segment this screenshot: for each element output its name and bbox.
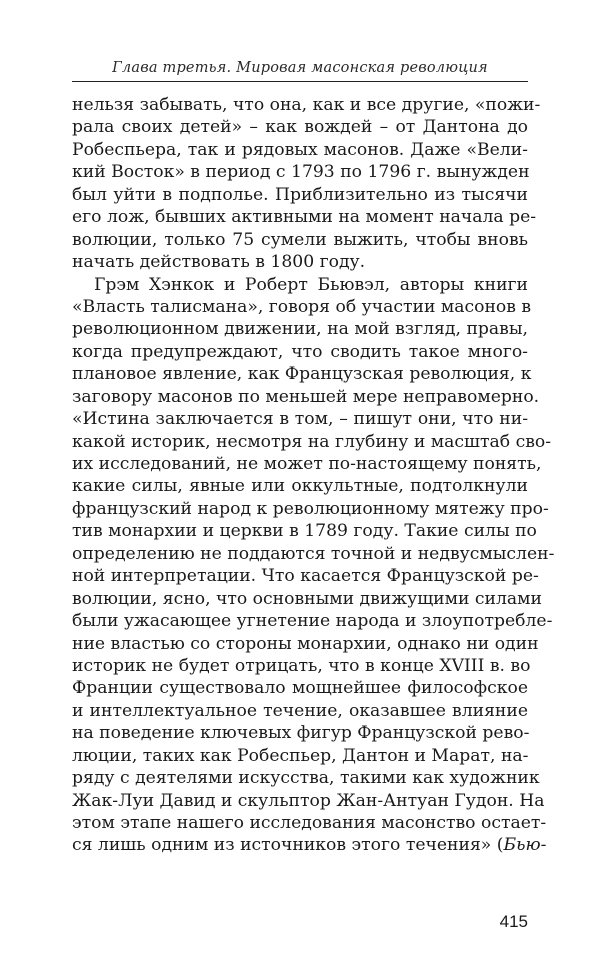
text-line: заговору масонов по меньшей мере неправомерно.: [72, 386, 540, 407]
text-line: «Истина заключается в том, – пишут они, что ни-: [72, 409, 528, 430]
text-line-italic-tail: Бью-: [503, 835, 547, 856]
page-body: [72, 94, 555, 857]
text-line: этом этапе нашего исследования масонство остает-: [72, 813, 547, 833]
text-line: историк не будет отрицать, что в конце XVIII в. во: [72, 655, 531, 676]
text-line: определению не поддаются точной и недвусмыслен-: [72, 543, 555, 564]
text-line: революционном движении, на мой взгляд, правы,: [72, 319, 528, 340]
text-line: был уйти в подполье. Приблизительно из тысячи: [72, 184, 528, 205]
text-line: начать действовать в 1800 году.: [72, 252, 366, 273]
text-line: их исследований, не может по-настоящему понять,: [72, 454, 542, 474]
text-line-main: ся лишь одним из источников этого течения» (: [72, 835, 504, 856]
running-header: Глава третья. Мировая масонская революция: [112, 60, 488, 76]
text-line: были ужасающее угнетение народа и злоупотребле-: [72, 611, 553, 632]
text-line: кий Восток» в период с 1793 по 1796 г. вынужден: [72, 162, 530, 183]
text-line: его лож, бывших активными на момент начала ре-: [72, 207, 537, 228]
text-line: нельзя забывать, что она, как и все другие, «пожи-: [72, 95, 541, 115]
text-line: Робеспьера, так и рядовых масонов. Даже «Вели-: [72, 139, 528, 160]
header-rule: [72, 81, 528, 82]
text-line: какой историк, несмотря на глубину и масштаб сво-: [72, 431, 552, 452]
text-line: ной интерпретации. Что касается Французской ре-: [72, 566, 539, 587]
page-number: 415: [499, 912, 528, 931]
text-line: какие силы, явные или оккультные, подтолкнули: [72, 476, 528, 497]
paragraph-1: [72, 94, 541, 274]
text-line: плановое явление, как Французская революция, к: [72, 364, 532, 385]
text-line: ние властью со стороны монархии, однако ни один: [72, 633, 539, 654]
text-line: Жак-Луи Давид и скульптор Жан-Антуан Гудон. На: [72, 790, 545, 811]
text-line: рала своих детей» – как вождей – от Дантона до: [72, 117, 528, 138]
text-line: когда предупреждают, что сводить такое много-: [72, 341, 528, 362]
text-line: французский народ к революционному мятежу про-: [72, 498, 549, 519]
paragraph-2: [72, 274, 555, 857]
text-line: [72, 834, 547, 856]
text-line: тив монархии и церкви в 1789 году. Такие силы по: [72, 521, 537, 542]
text-line: и интеллектуальное течение, оказавшее влияние: [72, 700, 528, 721]
text-line: волюции, только 75 сумели выжить, чтобы вновь: [72, 229, 528, 250]
text-line: Грэм Хэнкок и Роберт Бьювэл, авторы книги: [94, 274, 528, 295]
text-line: ряду с деятелями искусства, такими как художник: [72, 768, 540, 789]
text-line: волюции, ясно, что основными движущими силами: [72, 588, 542, 609]
text-line: «Власть талисмана», говоря об участии масонов в: [72, 296, 532, 317]
text-line: люции, таких как Робеспьер, Дантон и Марат, на-: [72, 745, 529, 766]
text-line: Франции существовало мощнейшее философское: [72, 678, 528, 699]
text-line: на поведение ключевых фигур Французской рево-: [72, 723, 530, 744]
